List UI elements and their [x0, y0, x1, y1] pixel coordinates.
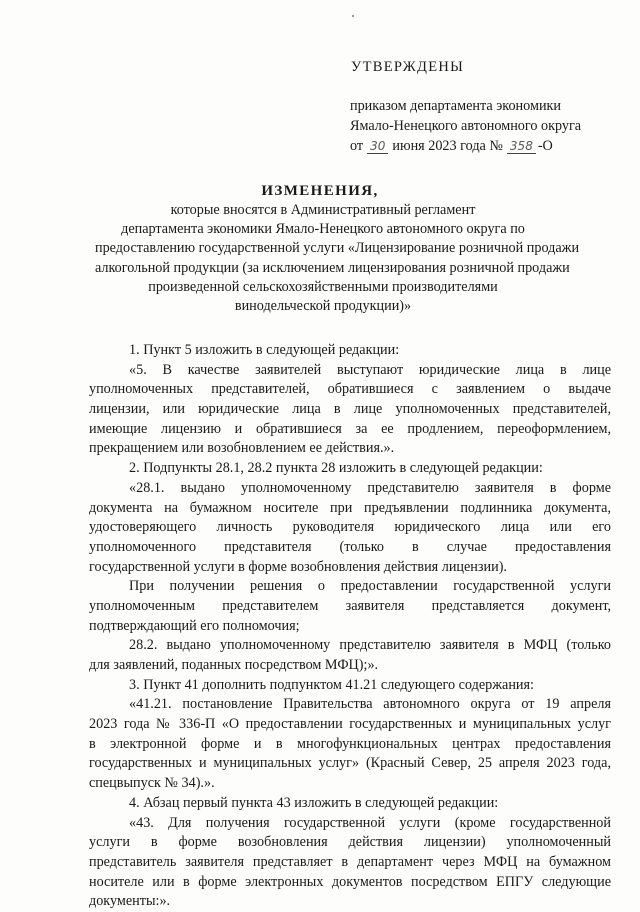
body-line: для заявлений, поданных посредством МФЦ);». — [89, 657, 379, 673]
body-line: государственных и муниципальных услуг» (Красный Север, 25 апреля 2023 года, — [89, 755, 611, 772]
body-line: 1. Пункт 5 изложить в следующей редакции: — [129, 342, 400, 358]
body-line: 2. Подпункты 28.1, 28.2 пункта 28 изложить в следующей редакции: — [129, 460, 543, 477]
body-line: имеющие лицензию и обратившиеся за ее продлением, переоформлением, — [89, 420, 611, 437]
body-line: лицензии, или юридические лица в лице уполномоченных представителей, — [89, 401, 611, 418]
approval-date-line — [350, 136, 581, 156]
body-line: носителе или в форме электронных документов посредством ЕПГУ следующие — [89, 873, 611, 890]
document-subtitle — [95, 201, 580, 316]
subtitle-line: которые вносятся в Административный регламент — [170, 202, 476, 218]
body-line: 4. Абзац первый пункта 43 изложить в следующей редакции: — [129, 794, 499, 811]
body-line: в электронной форме и в многофункциональных центрах предоставления — [89, 735, 611, 752]
body-line: «28.1. выдано уполномоченному представителю заявителя в форме — [129, 479, 611, 496]
document-title: ИЗМЕНЕНИЯ, — [261, 183, 379, 199]
date-middle: июня 2023 года № — [392, 138, 503, 154]
body-line: прекращением или возобновлением ее действия.». — [89, 440, 395, 457]
document-body — [89, 341, 611, 912]
body-line: 2023 года № 336-П «О предоставлении государственных и муниципальных услуг — [89, 716, 611, 733]
body-line: удостоверяющего личность руководителя юридического лица или его — [89, 519, 611, 536]
approval-line-1: приказом департамента экономики — [350, 98, 562, 114]
date-prefix: от — [350, 138, 364, 154]
body-line: 28.2. выдано уполномоченному представителю заявителя в МФЦ (только — [129, 637, 611, 654]
body-line: «5. В качестве заявителей выступают юридические лица в лице — [129, 361, 611, 378]
scan-speck — [352, 15, 354, 17]
body-line: спецвыпуск № 34).». — [89, 775, 215, 792]
handwritten-day: 30 — [367, 140, 388, 154]
approval-title: УТВЕРЖДЕНЫ — [351, 59, 465, 75]
body-line: документы:». — [89, 893, 171, 910]
body-line: уполномоченных представителей, обратившиеся с заявлением о выдаче — [89, 381, 611, 398]
subtitle-line: предоставлению государственной услуги «Лицензирование розничной продажи — [95, 240, 580, 257]
body-line: При получении решения о предоставлении государственной услуги — [129, 578, 611, 595]
approval-line-2: Ямало-Ненецкого автономного округа — [350, 118, 582, 134]
body-line: 3. Пункт 41 дополнить подпунктом 41.21 следующего содержания: — [129, 676, 534, 693]
handwritten-order-number: 358 — [507, 140, 536, 154]
subtitle-line: департамента экономики Ямало-Ненецкого автономного округа по — [121, 221, 525, 238]
body-line: уполномоченного представителя (только в случае предоставления — [89, 538, 611, 555]
approval-block — [350, 96, 581, 156]
body-line: подтверждающий его полномочия; — [89, 617, 300, 634]
body-line: документа на бумажном носителе при предъявлении подлинника документа, — [89, 499, 611, 516]
body-line: представитель заявителя представляет в департамент через МФЦ на бумажном — [89, 853, 611, 870]
body-line: «41.21. постановление Правительства автономного округа от 19 апреля — [129, 696, 611, 713]
subtitle-line: алкогольной продукции (за исключением лицензирования розничной продажи — [95, 259, 570, 276]
order-suffix: -О — [537, 138, 553, 154]
subtitle-line: произведенной сельскохозяйственными производителями — [148, 278, 498, 295]
body-line: уполномоченным представителем заявителя представляется документ, — [89, 597, 611, 614]
subtitle-line: винодельческой продукции)» — [234, 298, 412, 315]
body-line: «43. Для получения государственной услуги (кроме государственной — [129, 814, 611, 831]
body-line: услуги в форме возобновления действия лицензии) уполномоченный — [89, 834, 611, 851]
body-line: государственной услуги в форме возобновления действия лицензии). — [89, 558, 507, 575]
